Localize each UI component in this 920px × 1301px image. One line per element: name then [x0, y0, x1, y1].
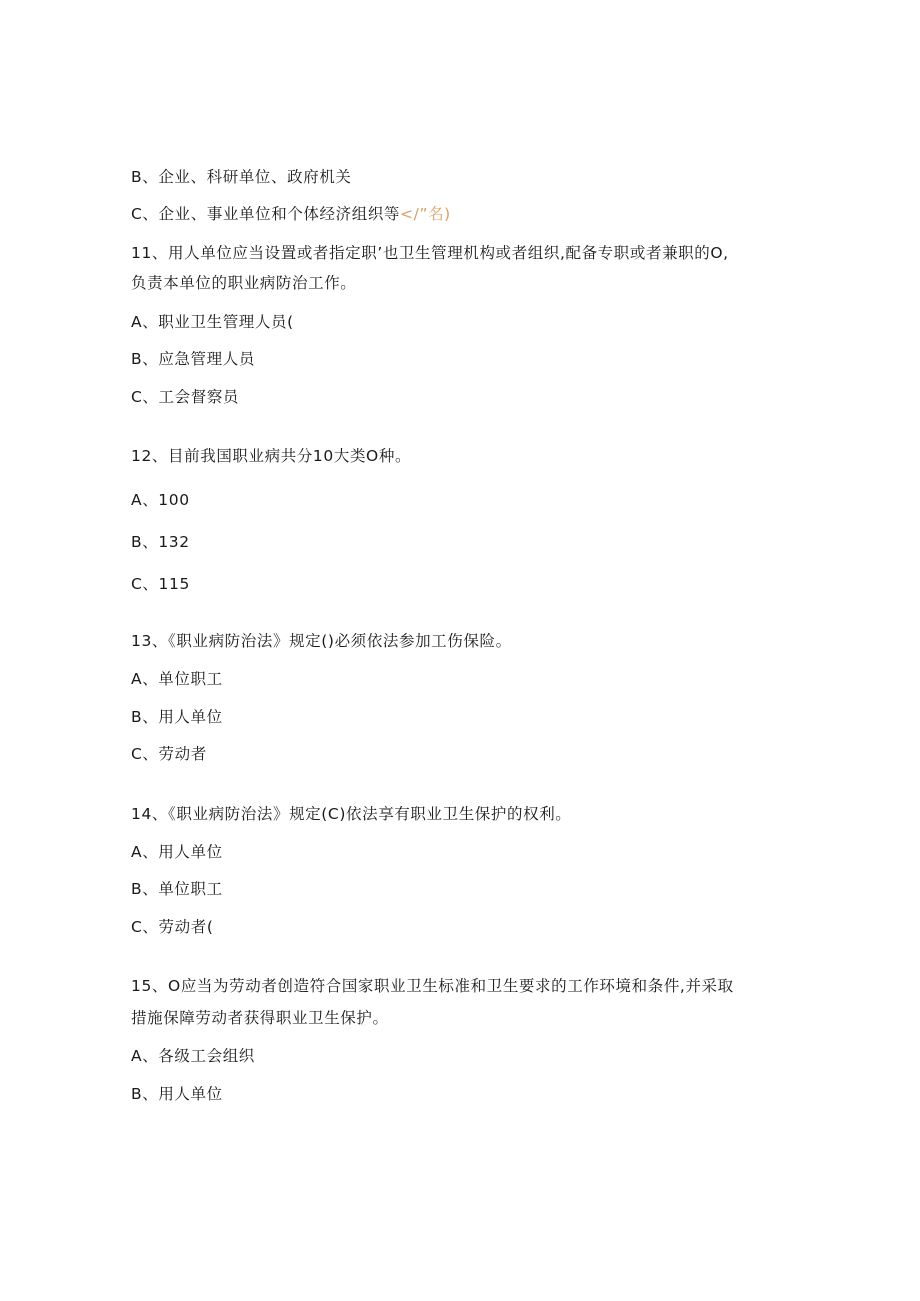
q14-stem: 14、《职业病防治法》规定(C)依法享有职业卫生保护的权利。 [131, 805, 572, 823]
q12-option-b: B、132 [131, 533, 190, 551]
q12-stem: 12、目前我国职业病共分10大类O种。 [131, 447, 412, 465]
q15-stem-line1: 15、O应当为劳动者创造符合国家职业卫生标准和卫生要求的工作环境和条件,并采取 [131, 977, 734, 995]
q14-option-c: C、劳动者( [131, 918, 214, 936]
q10-option-b: B、企业、科研单位、政府机关 [131, 168, 352, 186]
q13-option-b: B、用人单位 [131, 708, 223, 726]
q14-option-a: A、用人单位 [131, 843, 223, 861]
q13-stem: 13、《职业病防治法》规定()必须依法参加工伤保险。 [131, 632, 512, 650]
q11-option-c: C、工会督察员 [131, 388, 240, 406]
q14-option-b: B、单位职工 [131, 880, 223, 898]
q11-stem-line2: 负责本单位的职业病防治工作。 [131, 274, 357, 292]
q11-stem-line1: 11、用人单位应当设置或者指定职’也卫生管理机构或者组织,配备专职或者兼职的O, [131, 244, 729, 262]
q15-option-a: A、各级工会组织 [131, 1047, 255, 1065]
q11-option-b: B、应急管理人员 [131, 350, 255, 368]
q10-option-c-text: C、企业、事业单位和个体经济组织等 [131, 205, 401, 223]
q13-option-a: A、单位职工 [131, 670, 223, 688]
q13-option-c: C、劳动者 [131, 745, 207, 763]
q11-option-a: A、职业卫生管理人员( [131, 313, 294, 331]
q12-option-a: A、100 [131, 491, 190, 509]
q12-option-c: C、115 [131, 575, 190, 593]
q10-option-c-mark: </”名) [400, 205, 451, 223]
q15-option-b: B、用人单位 [131, 1085, 223, 1103]
q10-option-c [131, 204, 451, 224]
q15-stem-line2: 措施保障劳动者获得职业卫生保护。 [131, 1009, 389, 1027]
